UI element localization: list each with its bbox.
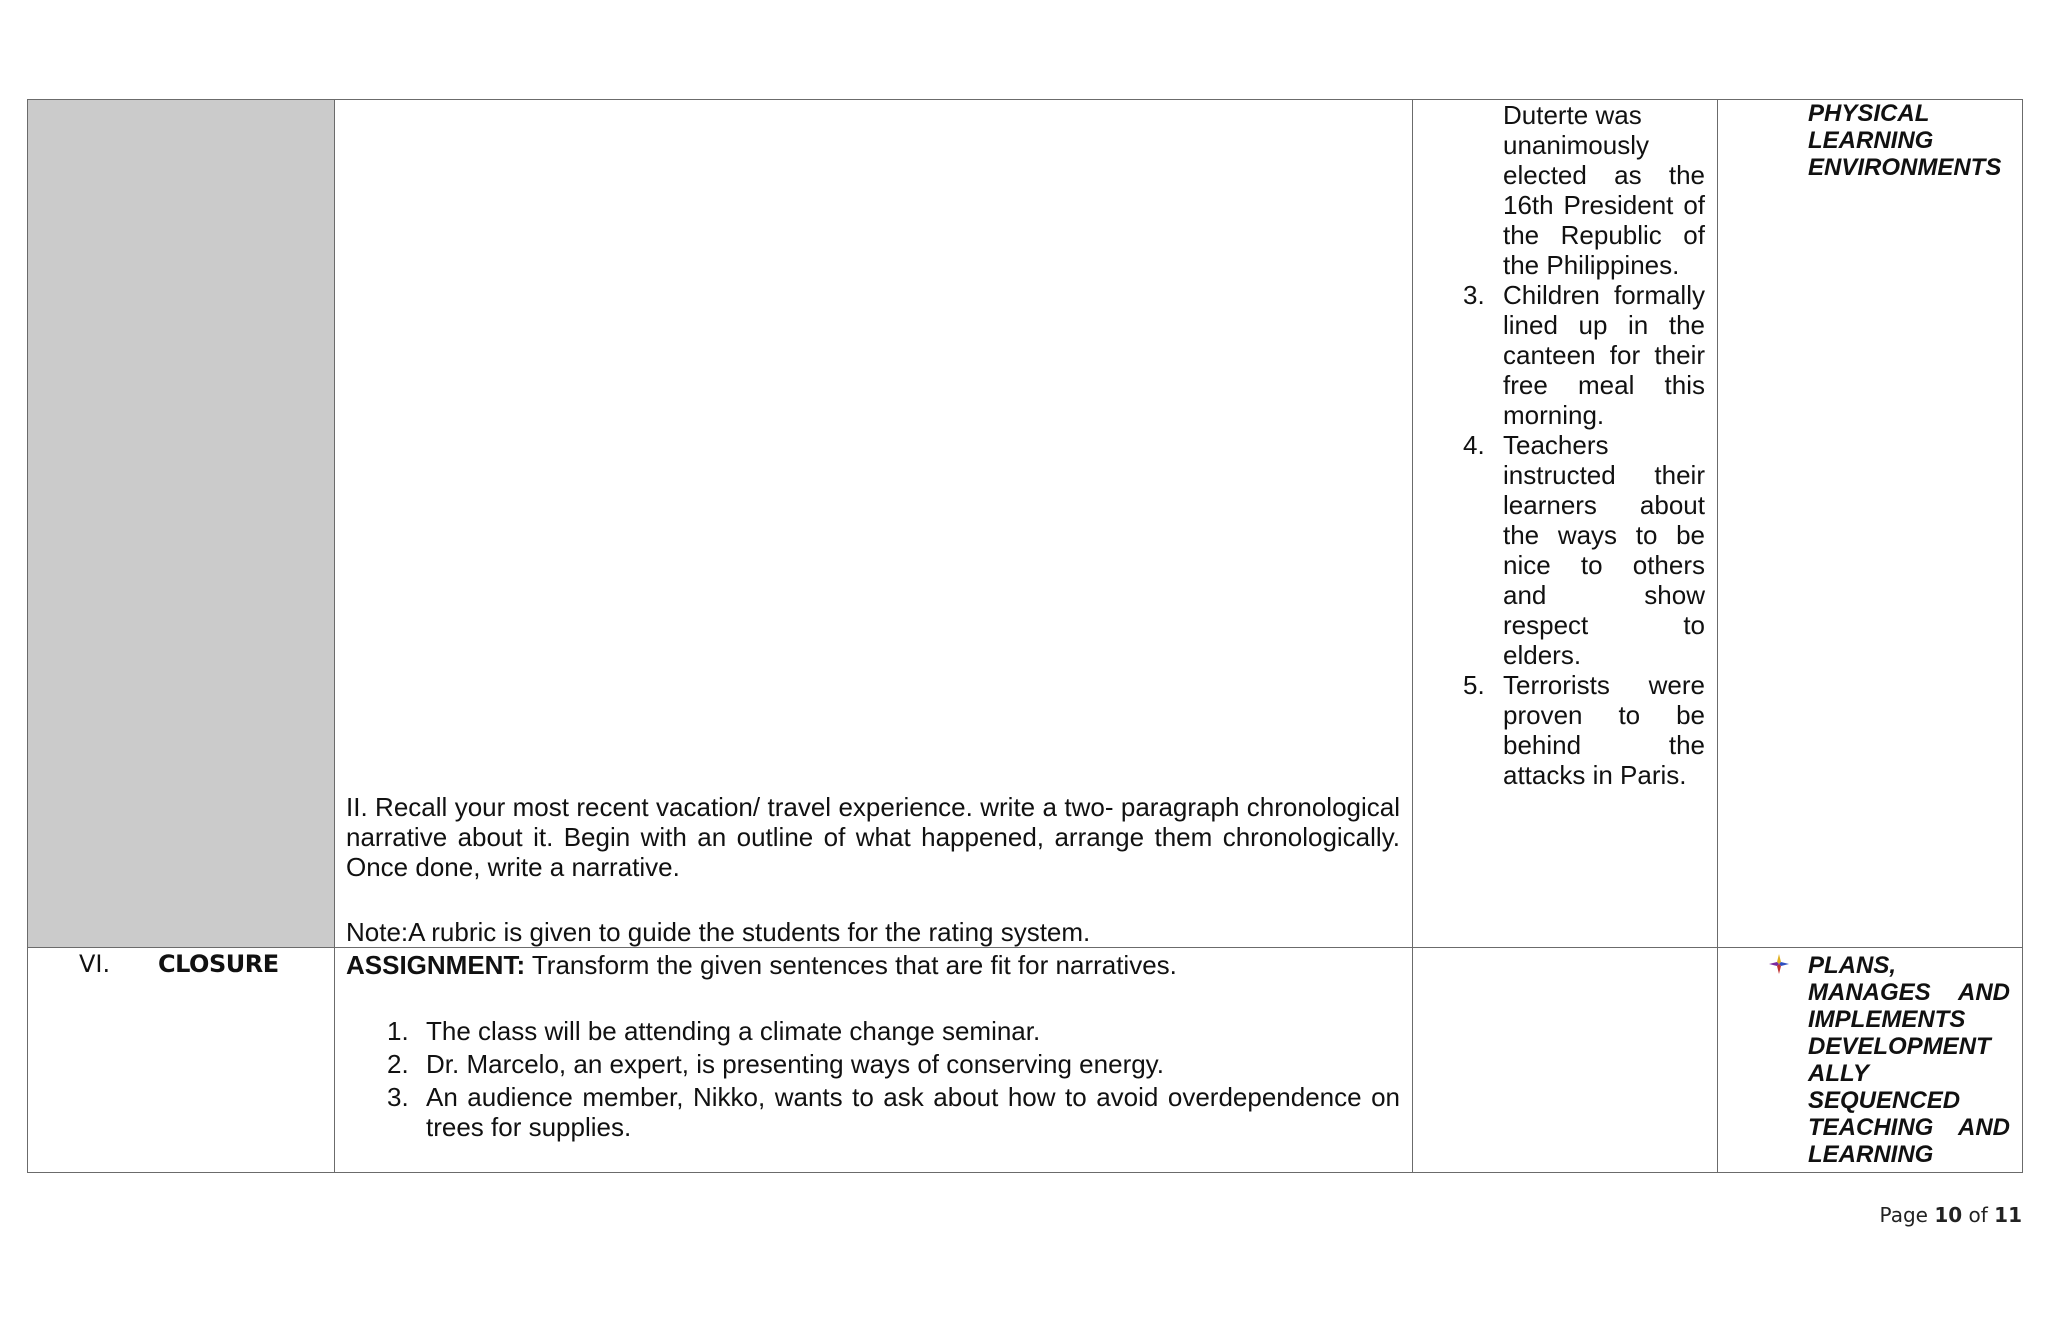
page-number — [1880, 1203, 2022, 1227]
competency-line: LEARNING — [1808, 127, 1934, 154]
competency-line: IMPLEMENTS — [1808, 1006, 1966, 1033]
item-text: The class will be attending a climate change seminar. — [426, 1016, 1041, 1046]
line: free meal this — [1503, 370, 1705, 400]
recall-instruction: II. Recall your most recent vacation/ travel experience. write a two- paragraph chronological narrative about it. Begin with an outline of what happened, arrange them chronologically. Once done, write a narrative. — [346, 792, 1400, 882]
competency-line: DEVELOPMENT — [1808, 1033, 1991, 1060]
competency-line: SEQUENCED — [1808, 1087, 1961, 1114]
stage-cell — [28, 948, 335, 1173]
page-prefix: Page — [1879, 1203, 1928, 1227]
line: Duterte was — [1503, 100, 1642, 130]
line: behind the — [1503, 730, 1705, 760]
assignment-item — [387, 1082, 1400, 1142]
line: 16th President of — [1503, 190, 1705, 220]
line: the Republic of — [1503, 220, 1705, 250]
line: morning. — [1503, 400, 1605, 430]
competency-line: PLANS, — [1808, 952, 1897, 979]
example-item — [1463, 430, 1717, 670]
line: Children formally — [1503, 280, 1705, 310]
example-item — [1463, 280, 1717, 430]
competency-line: MANAGES AND — [1808, 979, 2010, 1006]
competency-line: PHYSICAL — [1808, 100, 1930, 127]
stage-title: CLOSURE — [158, 950, 279, 978]
line: respect to — [1503, 610, 1705, 640]
item-number: 3. — [387, 1082, 409, 1112]
item-text: An audience member, Nikko, wants to ask about how to avoid overdependence on trees for supplies. — [426, 1082, 1400, 1142]
example-item-2-continued — [1413, 100, 1717, 280]
assignment-cell — [335, 948, 1413, 1173]
competency-line: ENVIRONMENTS — [1808, 154, 2002, 181]
competency-line: TEACHING AND — [1808, 1114, 2010, 1141]
item-number: 2. — [387, 1049, 409, 1079]
line: the Philippines. — [1503, 250, 1680, 280]
line: learners about — [1503, 490, 1705, 520]
item-number: 1. — [387, 1016, 409, 1046]
line: lined up in the — [1503, 310, 1705, 340]
activity-cell — [335, 100, 1413, 948]
line: the ways to be — [1503, 520, 1705, 550]
page-current: 10 — [1934, 1203, 1963, 1227]
page-total: 11 — [1994, 1203, 2022, 1227]
table-row — [28, 100, 2023, 948]
line: proven to be — [1503, 700, 1705, 730]
competency-line: LEARNING — [1808, 1141, 1934, 1168]
page-of: of — [1968, 1203, 1988, 1227]
assignment-heading — [346, 950, 1400, 980]
lesson-plan-table — [27, 99, 2023, 1173]
empty-cell — [1413, 948, 1718, 1173]
line: canteen for their — [1503, 340, 1705, 370]
item-number: 4. — [1463, 430, 1485, 460]
line: unanimously — [1503, 130, 1649, 160]
line: Terrorists were — [1503, 670, 1705, 700]
assignment-item — [387, 1016, 1400, 1046]
examples-cell — [1413, 100, 1718, 948]
item-number: 3. — [1463, 280, 1485, 310]
line: elders. — [1503, 640, 1582, 670]
line: attacks in Paris. — [1503, 760, 1687, 790]
rubric-note: Note:A rubric is given to guide the students for the rating system. — [346, 917, 1091, 947]
line: Teachers — [1503, 430, 1609, 460]
line: and show — [1503, 580, 1705, 610]
table-row — [28, 948, 2023, 1173]
line: nice to others — [1503, 550, 1705, 580]
competency-cell — [1718, 100, 2023, 948]
assignment-item — [387, 1049, 1400, 1079]
example-item — [1463, 670, 1717, 790]
assignment-text: Transform the given sentences that are fit for narratives. — [525, 950, 1177, 980]
competency-line: ALLY — [1808, 1060, 1869, 1087]
line: instructed their — [1503, 460, 1705, 490]
competency-cell — [1718, 948, 2023, 1173]
line: elected as the — [1503, 160, 1705, 190]
stage-number: VI. — [79, 950, 111, 978]
assignment-label: ASSIGNMENT: — [346, 950, 526, 980]
compass-bullet-icon — [1768, 953, 1790, 975]
shaded-cell — [28, 100, 335, 948]
item-text: Dr. Marcelo, an expert, is presenting ways of conserving energy. — [426, 1049, 1164, 1079]
item-number: 5. — [1463, 670, 1485, 700]
